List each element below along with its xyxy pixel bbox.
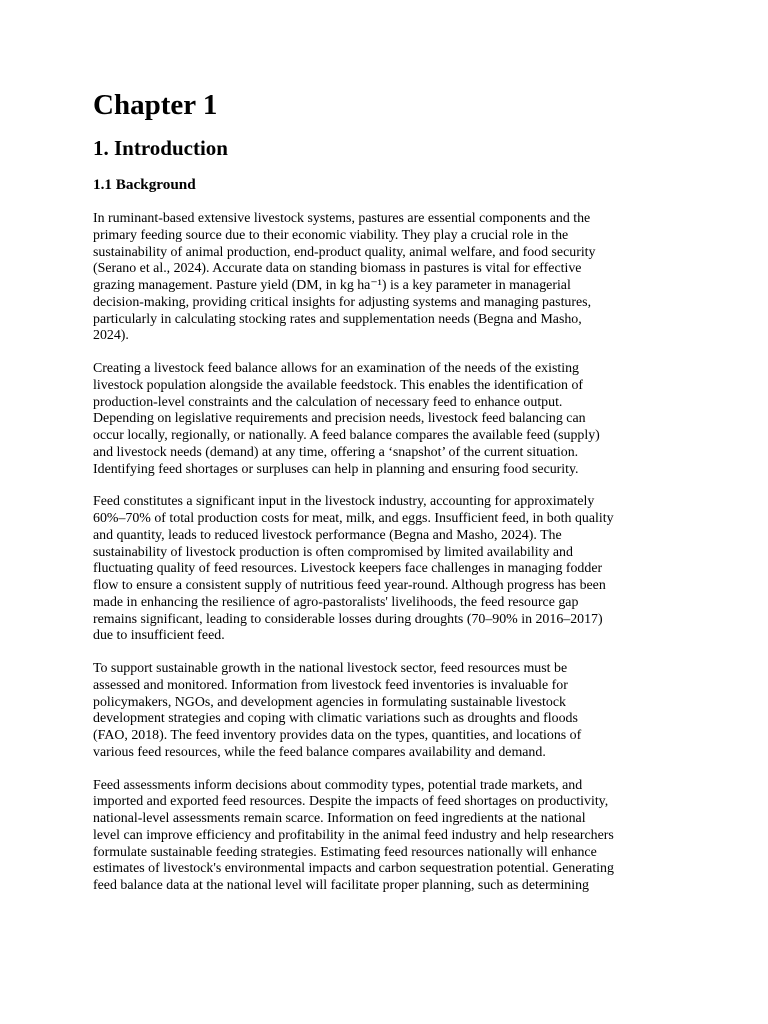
subsection-title: 1.1 Background	[93, 176, 196, 193]
paragraph-3: Feed constitutes a significant input in the livestock industry, accounting for approximately 60%–70% of total production costs for meat, milk, and eggs. Insufficient feed, in both quality and quantity, leads to reduced livestock performance (Begna and Masho, 2024). The sustainability of livestock production is often compromised by limited availability and fluctuating quality of feed resources. Livestock keepers face challenges in managing fodder flow to ensure a consistent supply of nutritious feed year-round. Although progress has been made in enhancing the resilience of agro-pastoralists' livelihoods, the feed resource gap remains significant, leading to considerable losses during droughts (70–90% in 2016–2017) due to insufficient feed.	[93, 494, 614, 644]
document-page	[93, 88, 678, 911]
paragraph-2: Creating a livestock feed balance allows for an examination of the needs of the existing livestock population alongside the available feedstock. This enables the identification of production-level constraints and the calculation of necessary feed to enhance output. Depending on legislative requirements and precision needs, livestock feed balancing can occur locally, regionally, or nationally. A feed balance compares the available feed (supply) and livestock needs (demand) at any time, offering a ‘snapshot’ of the current situation. Identifying feed shortages or surpluses can help in planning and ensuring food security.	[93, 361, 600, 477]
paragraph-4: To support sustainable growth in the national livestock sector, feed resources must be assessed and monitored. Information from livestock feed inventories is invaluable for policymakers, NGOs, and development agencies in formulating sustainable livestock development strategies and coping with climatic variations such as droughts and floods (FAO, 2018). The feed inventory provides data on the types, quantities, and locations of various feed resources, while the feed balance compares availability and demand.	[93, 661, 582, 760]
paragraph-1: In ruminant-based extensive livestock systems, pastures are essential components and the primary feeding source due to their economic viability. They play a crucial role in the sustainability of animal production, end-product quality, animal welfare, and food security (Serano et al., 2024). Accurate data on standing biomass in pastures is vital for effective grazing management. Pasture yield (DM, in kg ha⁻¹) is a key parameter in managerial decision-making, providing critical insights for adjusting systems and managing pastures, particularly in calculating stocking rates and supplementation needs (Begna and Masho, 2024).	[93, 211, 596, 344]
paragraph-5: Feed assessments inform decisions about commodity types, potential trade markets, and imported and exported feed resources. Despite the impacts of feed shortages on productivity, national-level assessments remain scarce. Information on feed ingredients at the national level can improve efficiency and profitability in the animal feed industry and help researchers formulate sustainable feeding strategies. Estimating feed resources nationally will enhance estimates of livestock's environmental impacts and carbon sequestration potential. Generating feed balance data at the national level will facilitate proper planning, such as determining	[93, 777, 614, 893]
section-title: 1. Introduction	[93, 136, 228, 160]
chapter-title: Chapter 1	[93, 89, 218, 121]
